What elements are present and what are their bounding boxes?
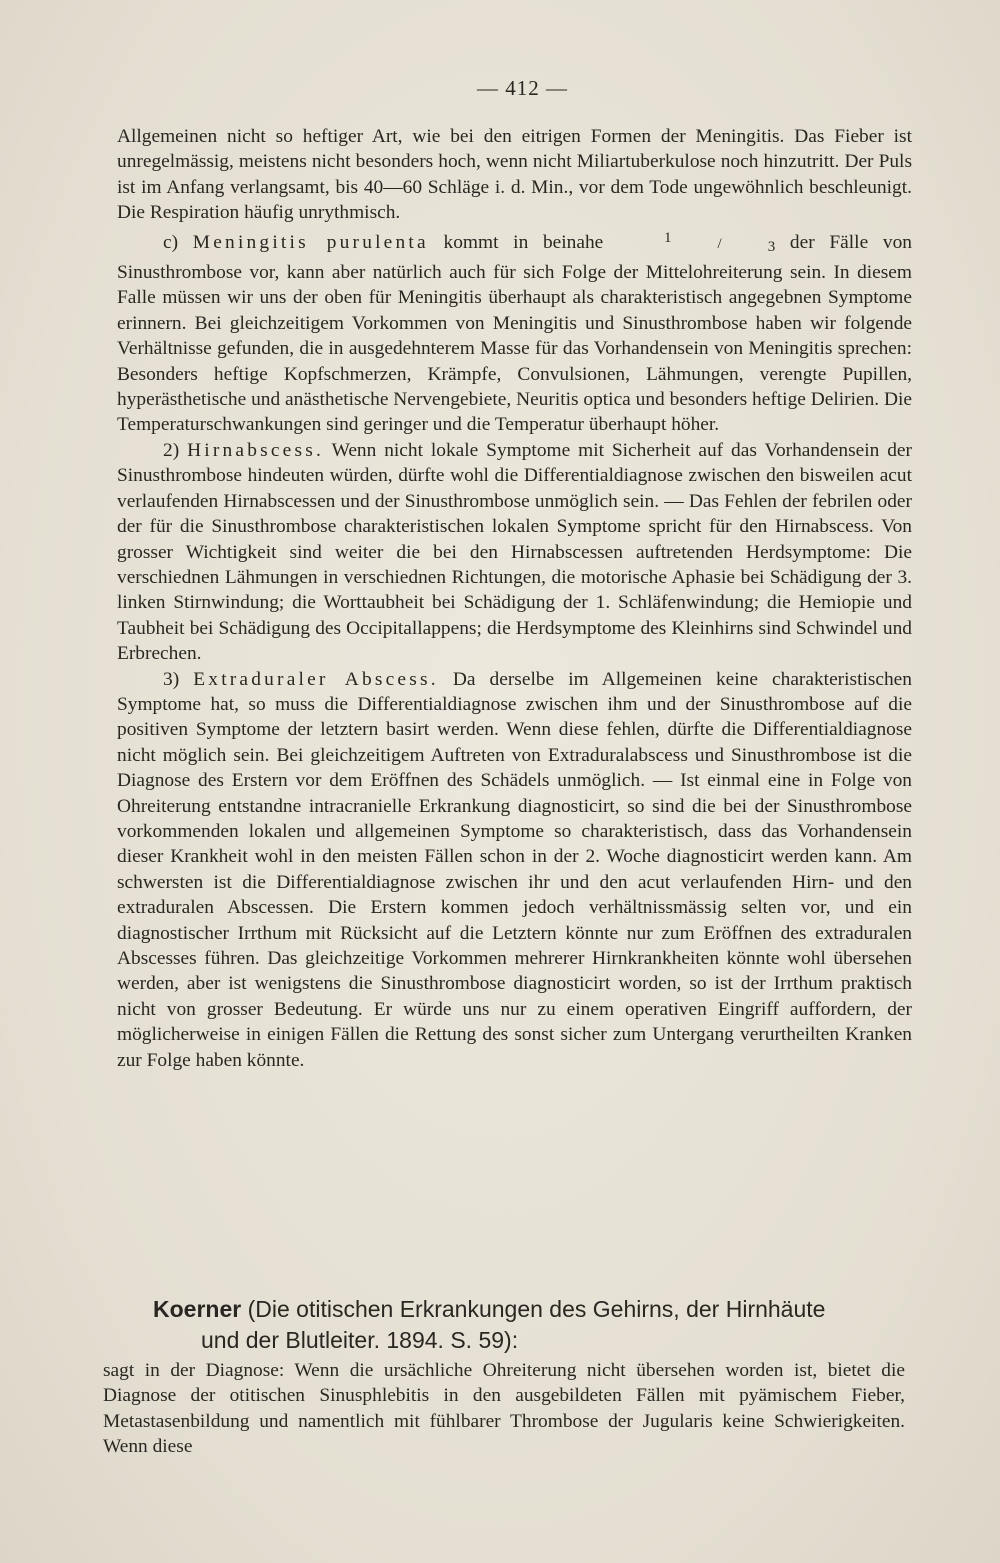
paragraph-text: Da derselbe im Allgemeinen keine charakteristischen Symptome hat, so muss die Differentialdiagnose zwischen ihm und der Sinusthrombose auf die positiven Symptome der letztern basirt werden. Wenn diese fehlen, dürfte die Differentialdiagnose nicht möglich sein. Bei gleichzeitigem Auftreten von Extraduralabscess und Sinusthrombose ist die Diagnose des Erstern vor dem Eröffnen des Schädels unmöglich. — Ist einmal eine in Folge von Ohreiterung entstandne intracranielle Erkrankung diagnosticirt, so sind die bei der Sinusthrombose vorkommenden lokalen und allgemeinen Symptome so charakteristisch, dass das Vorhandensein dieser Krankheit wohl in den meisten Fällen schon in der 2. Woche diagnosticirt werden kann. Am schwersten ist die Differentialdiagnose zwischen ihr und den acut verlaufenden Hirn- und den extraduralen Abscessen. Die Erstern kommen jedoch verhältnissmässig selten vor, und ein diagnostischer Irrthum mit Rücksicht auf die Letztern könnte nur zum Eröffnen des extraduralen Abscesses führen. Das gleichzeitige Vorkommen mehrerer Hirnkrankheiten könnte wohl übersehen werden, aber ist wenigstens die Sinusthrombose diagnosticirt worden, so ist der Irrthum praktisch nicht von grosser Bedeutung. Er würde uns nur zu einem operativen Eingriff auffordern, der möglicherweise in einigen Fällen die Rettung des sonst sicher zum Untergang verurtheilten Kranken zur Folge haben könnte. [117, 668, 912, 1071]
citation-heading [117, 1294, 920, 1356]
item-prefix: 3) [163, 668, 194, 690]
citation-title: (Die otitischen Erkrankungen des Gehirns, der Hirnhäute [241, 1296, 826, 1322]
citation-author: Koerner [153, 1296, 242, 1322]
body-text [117, 124, 912, 1073]
citation-heading-line2: und der Blutleiter. 1894. S. 59): [201, 1327, 519, 1353]
page-number: — 412 — [477, 76, 568, 100]
paragraph-continuation [117, 124, 912, 226]
paragraph-hirnabscess [117, 438, 912, 667]
paragraph-extraduraler-abscess [117, 667, 912, 1074]
fraction-denominator: 3 [767, 238, 776, 255]
paragraph-text: Allgemeinen nicht so heftiger Art, wie bei den eitrigen Formen der Meningitis. Das Fieber ist unregelmässig, meistens nicht besonders hoch, wenn nicht Miliartuberkulose noch hinzutritt. Der Puls ist im Anfang verlangsamt, bis 40—60 Schläge i. d. Min., vor dem Tode ungewöhnlich beschleunigt. Die Respiration häufig unrythmisch. [117, 126, 912, 224]
item-prefix: 2) [163, 439, 188, 461]
item-prefix: c) [163, 231, 193, 253]
citation-heading-line1 [153, 1294, 920, 1325]
quote-text [103, 1358, 905, 1460]
paragraph-text: der Fälle von Sinusthrombose vor, kann aber natürlich auch für sich Folge der Mittelohreiterung sein. In diesem Falle müssen wir uns der oben für Meningitis überhaupt als charakteristisch angegebnen Symptome erinnern. Bei gleichzeitigem Vorkommen von Meningitis und Sinusthrombose haben wir folgende Verhältnisse gefunden, die in ausgedehnterem Masse für das Vorhandensein von Meningitis sprechen: Besonders heftige Kopfschmerzen, Krämpfe, Convulsionen, Lähmungen, verengte Pupillen, hyperästhetische und anästhetische Nervengebiete, Neuritis optica und besonders heftige Delirien. Die Temperaturschwankungen sind geringer und die Temperatur überhaupt höher. [117, 231, 912, 436]
section-term: Extraduraler Abscess. [193, 668, 439, 690]
section-term: Meningitis purulenta [192, 231, 429, 253]
paragraph-text-a: kommt in beinahe [428, 231, 619, 253]
paragraph-text: Wenn nicht lokale Symptome mit Sicherheit auf das Vorhandensein der Sinusthrombose hindeuten würden, dürfte wohl die Differentialdiagnose zwischen den bisweilen acut verlaufenden Hirnabscessen und der Sinusthrombose unmöglich sein. — Das Fehlen der febrilen oder der für die Sinusthrombose charakteristischen lokalen Symptome spricht für den Hirnabscess. Von grosser Wichtigkeit sind weiter die bei den Hirnabscessen auftretenden Herdsymptome: Die verschiednen Lähmungen in verschiednen Richtungen, die motorische Aphasie bei Schädigung der 3. linken Stirnwindung; die Worttaubheit bei Schädigung der 1. Schläfenwindung; die Hemiopie und Taubheit bei Schädigung des Occipitallappens; die Herdsymptome des Kleinhirns sind Schwindel und Erbrechen. [117, 439, 912, 665]
fraction-numerator: 1 [664, 229, 672, 246]
section-term: Hirnabscess. [187, 439, 325, 461]
quote-paragraph: sagt in der Diagnose: Wenn die ursächliche Ohreiterung nicht übersehen worden ist, bietet die Diagnose der otitischen Sinusphlebitis in den ausgebildeten Fällen mit pyämischem Fieber, Metastasenbildung und namentlich mit fühlbarer Thrombose der Jugularis keine Schwierigkeiten. Wenn diese [103, 1360, 905, 1458]
paragraph-meningitis-purulenta: c) Meningitis purulenta kommt in beinahe 1 / 3 der Fälle von Sinusthrombose vor, kann aber natürlich auch für sich Folge der Mittelohreiterung sein. In diesem Falle müssen wir uns der oben für Meningitis überhaupt als charakteristisch angegebnen Symptome erinnern. Bei gleichzeitigem Vorkommen von Meningitis und Sinusthrombose haben wir folgende Verhältnisse gefunden, die in ausgedehnterem Masse für das Vorhandensein von Meningitis sprechen: Besonders heftige Kopfschmerzen, Krämpfe, Convulsionen, Lähmungen, verengte Pupillen, hyperästhetische und anästhetische Nervengebiete, Neuritis optica und besonders heftige Delirien. Die Temperaturschwankungen sind geringer und die Temperatur überhaupt höher. [117, 226, 912, 438]
